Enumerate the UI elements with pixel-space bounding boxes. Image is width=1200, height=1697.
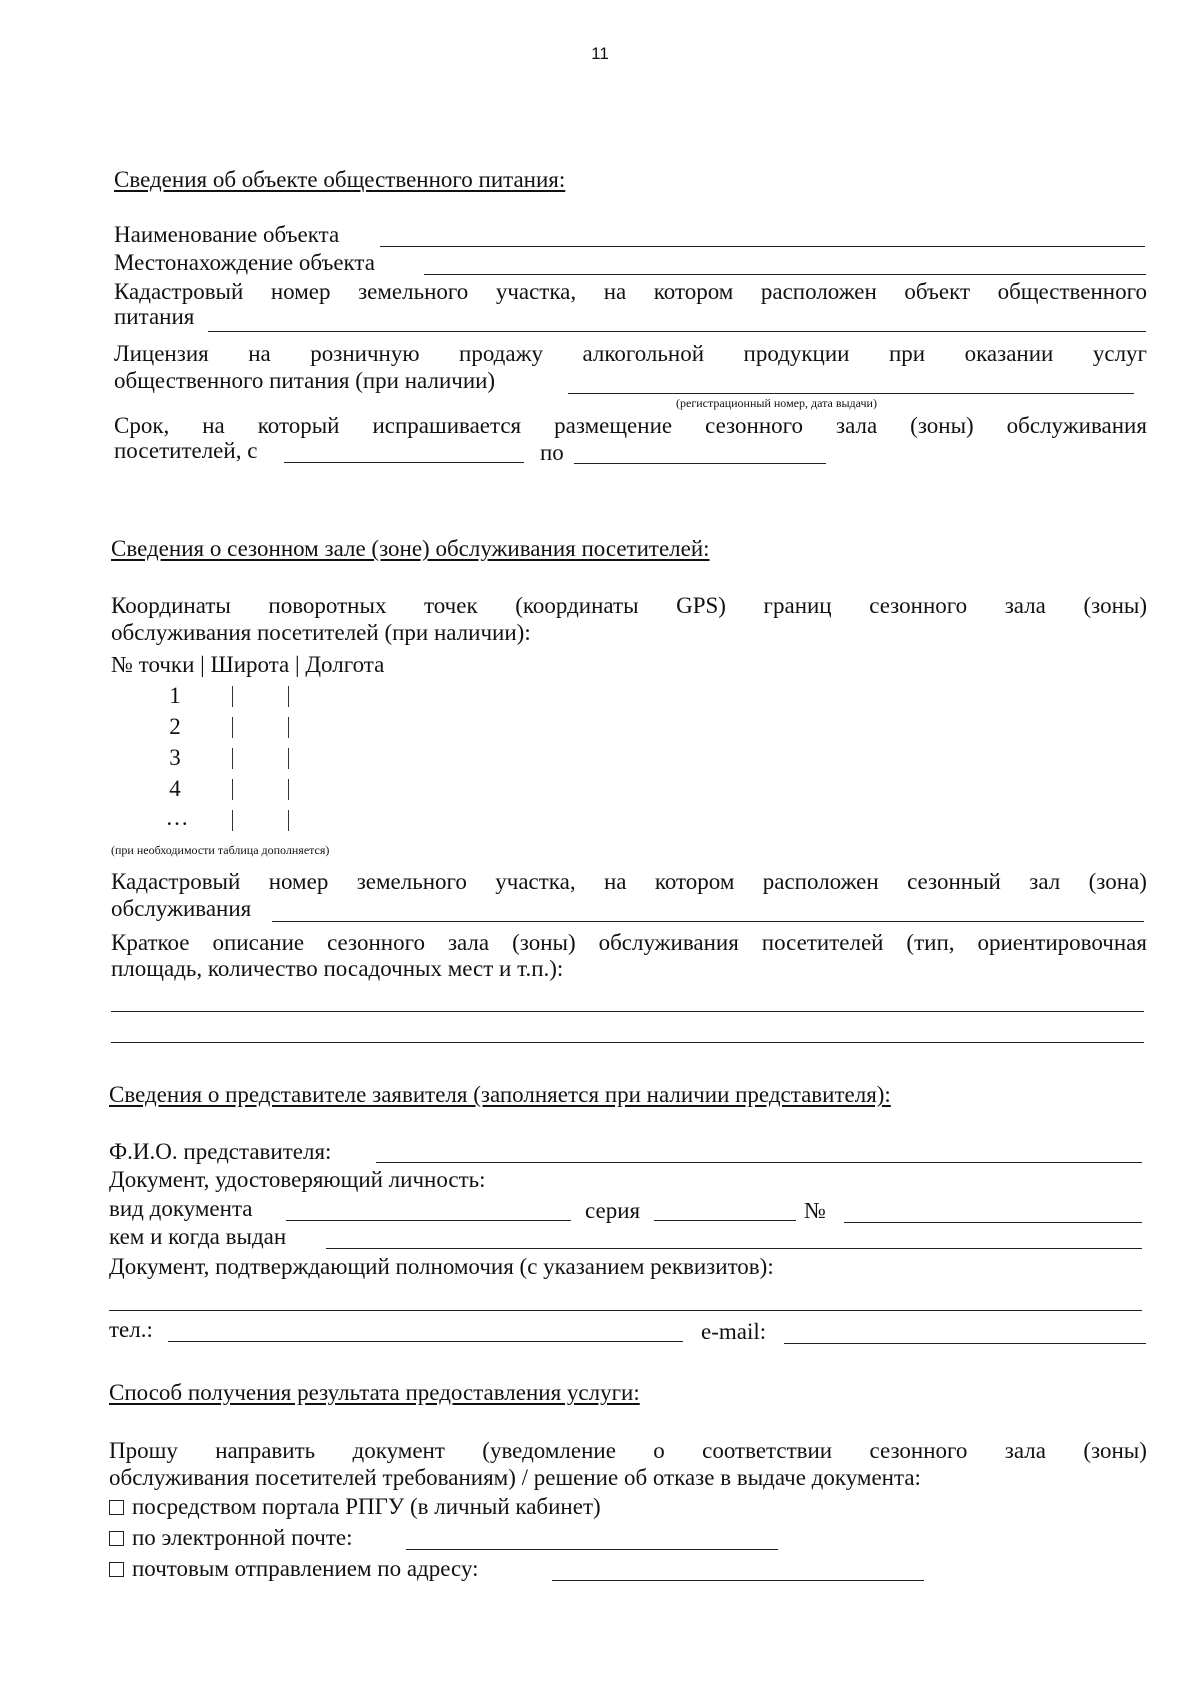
email-label: e-mail: [701, 1319, 767, 1344]
doc-series-field[interactable] [654, 1220, 796, 1221]
hall-description-field-1[interactable] [111, 1011, 1144, 1012]
option-email-label: по электронной почте: [132, 1525, 353, 1550]
rep-fio-label: Ф.И.О. представителя: [109, 1139, 332, 1164]
table-note: (при необходимости таблица дополняется) [111, 843, 330, 857]
table-divider [288, 810, 289, 831]
coords-table-header: № точки | Широта | Долгота [111, 652, 385, 677]
option-email[interactable] [109, 1524, 353, 1552]
object-name-label: Наименование объекта [114, 222, 340, 247]
coords-row-number: 3 [169, 745, 181, 770]
license-caption: (регистрационный номер, дата выдачи) [676, 396, 877, 410]
result-email-field[interactable] [406, 1549, 778, 1550]
term-from-label: посетителей, с [114, 438, 258, 463]
heading-catering-object: Сведения об объекте общественного питания: [114, 167, 566, 192]
table-divider [232, 717, 233, 738]
hall-cadastral-line2: обслуживания [111, 896, 252, 921]
request-line2: обслуживания посетителей требованиям) / решение об отказе в выдаче документа: [109, 1465, 921, 1490]
table-divider [288, 748, 289, 769]
table-divider [288, 779, 289, 800]
heading-representative: Сведения о представителе заявителя (заполняется при наличии представителя): [109, 1082, 891, 1107]
rep-id-doc-label: Документ, удостоверяющий личность: [109, 1167, 486, 1192]
hall-description-line1: Краткое описание сезонного зала (зоны) обслуживания посетителей (тип, ориентировочная [111, 930, 1147, 955]
license-field[interactable] [568, 393, 1134, 394]
table-divider [232, 686, 233, 707]
table-divider [232, 779, 233, 800]
term-from-field[interactable] [284, 462, 524, 463]
doc-type-field[interactable] [286, 1220, 571, 1221]
object-cadastral-line1: Кадастровый номер земельного участка, на котором расположен объект общественного [114, 279, 1147, 304]
issued-by-label: кем и когда выдан [109, 1224, 287, 1249]
doc-number-label: № [804, 1198, 826, 1223]
term-to-field[interactable] [574, 463, 826, 464]
object-location-field[interactable] [424, 274, 1146, 275]
doc-series-label: серия [585, 1198, 641, 1223]
object-cadastral-line2: питания [114, 304, 195, 329]
table-divider [232, 810, 233, 831]
option-post[interactable] [109, 1555, 479, 1583]
authority-doc-field[interactable] [109, 1310, 1142, 1311]
checkbox-post[interactable] [109, 1562, 124, 1577]
hall-description-line2: площадь, количество посадочных мест и т.п.): [111, 956, 564, 981]
hall-cadastral-field[interactable] [272, 921, 1144, 922]
license-line1: Лицензия на розничную продажу алкогольной продукции при оказании услуг [114, 341, 1147, 366]
page-number: 11 [591, 44, 609, 63]
hall-cadastral-line1: Кадастровый номер земельного участка, на котором расположен сезонный зал (зона) [111, 869, 1147, 894]
doc-number-field[interactable] [844, 1222, 1142, 1223]
phone-field[interactable] [168, 1341, 683, 1342]
coords-row-number: 2 [169, 714, 181, 739]
object-cadastral-field[interactable] [208, 331, 1146, 332]
license-line2: общественного питания (при наличии) [114, 368, 496, 393]
option-portal-label: посредством портала РПГУ (в личный кабинет) [132, 1494, 601, 1519]
option-post-label: почтовым отправлением по адресу: [132, 1556, 479, 1581]
table-divider [232, 748, 233, 769]
coords-row-number: … [165, 805, 189, 830]
phone-label: тел.: [109, 1317, 153, 1342]
coords-row-number: 4 [169, 776, 181, 801]
rep-fio-field[interactable] [376, 1162, 1142, 1163]
authority-doc-label: Документ, подтверждающий полномочия (с указанием реквизитов): [109, 1254, 774, 1279]
table-divider [288, 686, 289, 707]
result-address-field[interactable] [552, 1580, 924, 1581]
coords-line1: Координаты поворотных точек (координаты GPS) границ сезонного зала (зоны) [111, 593, 1147, 618]
checkbox-portal[interactable] [109, 1500, 124, 1515]
hall-description-field-2[interactable] [111, 1042, 1144, 1043]
coords-row-number: 1 [169, 683, 181, 708]
option-portal[interactable] [109, 1493, 601, 1521]
coords-line2: обслуживания посетителей (при наличии): [111, 620, 531, 645]
term-to-label: по [540, 440, 564, 465]
request-line1: Прошу направить документ (уведомление о соответствии сезонного зала (зоны) [109, 1438, 1147, 1463]
email-field[interactable] [784, 1343, 1146, 1344]
object-name-field[interactable] [380, 246, 1145, 247]
term-line1: Срок, на который испрашивается размещение сезонного зала (зоны) обслуживания [114, 413, 1147, 438]
issued-by-field[interactable] [326, 1248, 1142, 1249]
table-divider [288, 717, 289, 738]
object-location-label: Местонахождение объекта [114, 250, 375, 275]
checkbox-email[interactable] [109, 1531, 124, 1546]
doc-type-label: вид документа [109, 1196, 253, 1221]
heading-seasonal-hall: Сведения о сезонном зале (зоне) обслуживания посетителей: [111, 536, 710, 561]
heading-result-method: Способ получения результата предоставления услуги: [109, 1380, 640, 1405]
